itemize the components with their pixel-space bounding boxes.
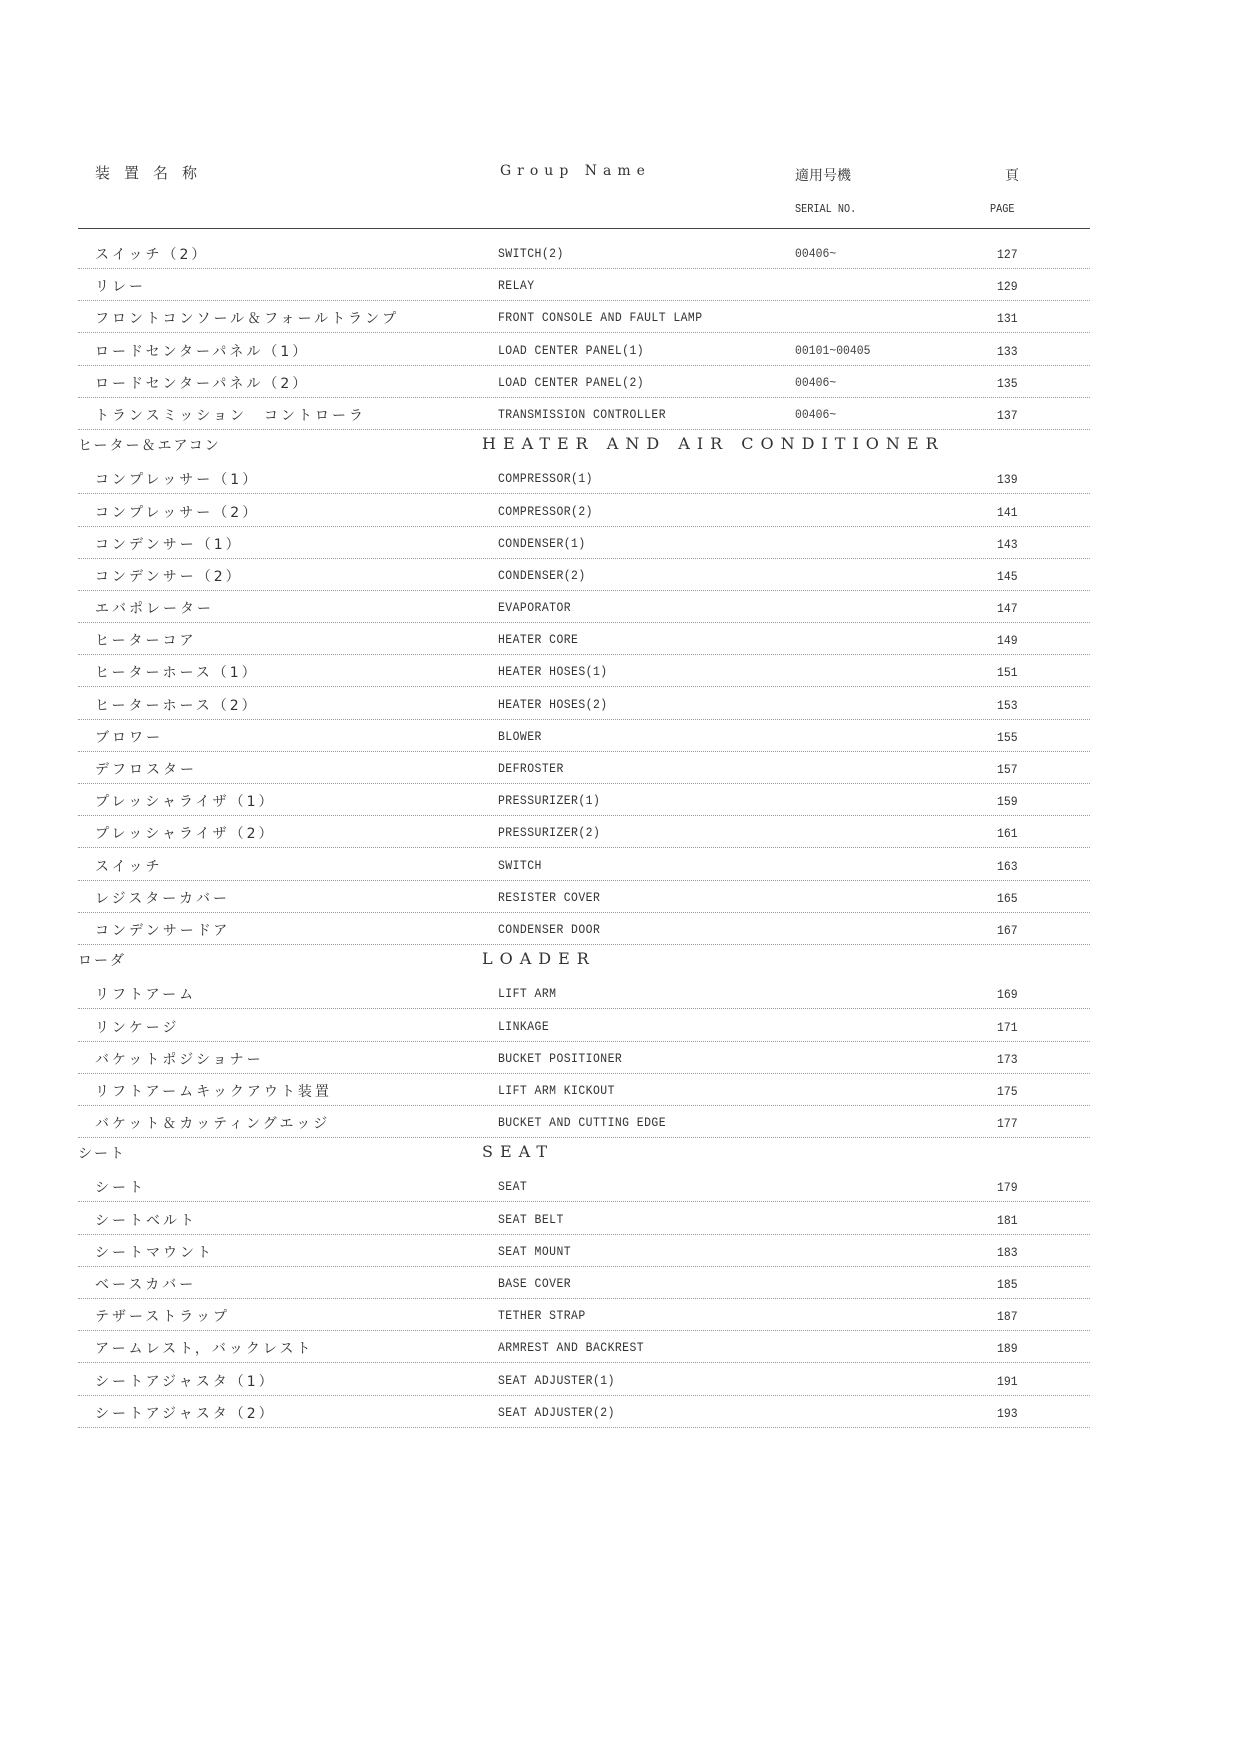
- section-name-en: SEAT: [482, 1142, 554, 1162]
- item-name-en: LOAD CENTER PANEL(2): [498, 374, 645, 390]
- item-name-jp: トランスミッション コントローラ: [95, 407, 367, 424]
- header-serial-en: SERIAL NO.: [795, 202, 857, 216]
- page-number: 147: [997, 601, 1018, 617]
- dotted-leader: [78, 944, 1090, 945]
- table-row: [0, 367, 1240, 399]
- dotted-leader: [78, 397, 1090, 398]
- dotted-leader: [78, 847, 1090, 848]
- dotted-leader: [78, 1427, 1090, 1428]
- section-header: [0, 1139, 1240, 1171]
- dotted-leader: [78, 815, 1090, 816]
- dotted-leader: [78, 300, 1090, 301]
- table-row: [0, 1332, 1240, 1364]
- dotted-leader: [78, 719, 1090, 720]
- item-name-jp: スイッチ（2）: [95, 247, 209, 263]
- item-name-en: FRONT CONSOLE AND FAULT LAMP: [498, 310, 703, 326]
- table-row: [0, 1268, 1240, 1300]
- table-row: [0, 302, 1240, 334]
- page-number: 189: [997, 1341, 1018, 1357]
- header-page-jp: 頁: [1005, 168, 1019, 184]
- item-name-jp: シートアジャスタ（1）: [95, 1373, 276, 1390]
- table-row: [0, 496, 1240, 528]
- table-row: [0, 1236, 1240, 1268]
- item-name-en: COMPRESSOR(1): [498, 471, 593, 487]
- item-name-jp: リンケージ: [95, 1019, 180, 1036]
- index-table: [0, 238, 1240, 1429]
- item-name-jp: ヒーターホース（1）: [95, 665, 259, 682]
- dotted-leader: [78, 686, 1090, 687]
- item-name-jp: リフトアーム: [95, 987, 197, 1004]
- item-name-jp: ヒーターホース（2）: [95, 697, 259, 714]
- table-row: [0, 656, 1240, 688]
- dotted-leader: [78, 1395, 1090, 1396]
- dotted-leader: [78, 493, 1090, 494]
- item-name-en: SEAT: [498, 1179, 528, 1195]
- dotted-leader: [78, 268, 1090, 269]
- item-name-en: PRESSURIZER(2): [498, 825, 601, 841]
- table-row: [0, 1397, 1240, 1429]
- table-row: [0, 1011, 1240, 1043]
- section-name-en: HEATER AND AIR CONDITIONER: [482, 434, 945, 454]
- item-name-en: TRANSMISSION CONTROLLER: [498, 406, 667, 422]
- item-name-jp: バケットポジショナー: [95, 1051, 264, 1068]
- section-header: [0, 946, 1240, 978]
- item-name-en: HEATER HOSES(2): [498, 696, 608, 712]
- dotted-leader: [78, 365, 1090, 366]
- table-row: [0, 882, 1240, 914]
- dotted-leader: [78, 1234, 1090, 1235]
- dotted-leader: [78, 1362, 1090, 1363]
- serial-number: 00406~: [795, 374, 837, 390]
- page-number: 137: [997, 407, 1018, 423]
- item-name-jp: コンデンサードア: [95, 922, 231, 939]
- page-number: 159: [997, 794, 1018, 810]
- page-number: 149: [997, 633, 1018, 649]
- table-row: [0, 817, 1240, 849]
- item-name-en: PRESSURIZER(1): [498, 793, 601, 809]
- item-name-jp: コンプレッサー（2）: [95, 504, 260, 521]
- item-name-en: CONDENSER(2): [498, 567, 586, 583]
- table-row: [0, 463, 1240, 495]
- dotted-leader: [78, 526, 1090, 527]
- section-name-jp: シート: [78, 1146, 126, 1163]
- page-number: 181: [997, 1212, 1018, 1228]
- item-name-jp: ロードセンターパネル（1）: [95, 343, 310, 360]
- page-number: 169: [997, 987, 1018, 1003]
- item-name-en: CONDENSER(1): [498, 535, 586, 551]
- item-name-jp: シートマウント: [95, 1244, 214, 1261]
- item-name-jp: プレッシャライザ（1）: [95, 794, 276, 811]
- item-name-jp: プレッシャライザ（2）: [95, 826, 276, 843]
- dotted-leader: [78, 1105, 1090, 1106]
- page-number: 167: [997, 922, 1018, 938]
- page-number: 165: [997, 890, 1018, 906]
- table-row: [0, 560, 1240, 592]
- item-name-jp: シート: [95, 1180, 146, 1197]
- item-name-en: ARMREST AND BACKREST: [498, 1340, 645, 1356]
- item-name-en: BLOWER: [498, 728, 542, 744]
- table-row: [0, 238, 1240, 270]
- item-name-en: HEATER HOSES(1): [498, 664, 608, 680]
- dotted-leader: [78, 912, 1090, 913]
- item-name-jp: ベースカバー: [95, 1277, 197, 1293]
- item-name-en: BUCKET POSITIONER: [498, 1050, 623, 1066]
- item-name-en: TETHER STRAP: [498, 1308, 586, 1324]
- item-name-jp: エバポレーター: [95, 601, 214, 618]
- dotted-leader: [78, 1330, 1090, 1331]
- table-row: [0, 528, 1240, 560]
- page-number: 129: [997, 279, 1018, 295]
- table-row: [0, 1171, 1240, 1203]
- page-number: 141: [997, 504, 1018, 520]
- serial-number: 00406~: [795, 406, 837, 422]
- table-row: [0, 1075, 1240, 1107]
- item-name-en: COMPRESSOR(2): [498, 503, 593, 519]
- header-group-name: Group Name: [500, 163, 651, 179]
- item-name-jp: コンデンサー（2）: [95, 568, 243, 585]
- table-row: [0, 1300, 1240, 1332]
- table-row: [0, 1365, 1240, 1397]
- item-name-en: SWITCH: [498, 857, 542, 873]
- item-name-jp: ヒーターコア: [95, 633, 197, 650]
- table-row: [0, 753, 1240, 785]
- item-name-en: RESISTER COVER: [498, 889, 601, 905]
- page-number: 157: [997, 762, 1018, 777]
- item-name-en: SEAT MOUNT: [498, 1243, 572, 1259]
- header-page-en: PAGE: [990, 202, 1015, 216]
- dotted-leader: [78, 1073, 1090, 1074]
- dotted-leader: [78, 1298, 1090, 1299]
- serial-number: 00406~: [795, 246, 837, 261]
- dotted-leader: [78, 1041, 1090, 1042]
- item-name-en: CONDENSER DOOR: [498, 921, 601, 937]
- item-name-en: SEAT ADJUSTER(2): [498, 1404, 615, 1420]
- page-number: 163: [997, 858, 1018, 874]
- section-header: [0, 431, 1240, 463]
- dotted-leader: [78, 1137, 1090, 1138]
- item-name-en: SEAT BELT: [498, 1211, 564, 1227]
- page-number: 145: [997, 568, 1018, 584]
- page-number: 175: [997, 1083, 1018, 1099]
- item-name-jp: ロードセンターパネル（2）: [95, 375, 310, 392]
- page-number: 133: [997, 343, 1018, 359]
- page-number: 135: [997, 375, 1018, 391]
- table-row: [0, 785, 1240, 817]
- section-name-jp: ヒーター＆エアコン: [78, 438, 221, 455]
- item-name-en: LIFT ARM KICKOUT: [498, 1082, 615, 1098]
- section-name-en: LOADER: [482, 949, 596, 969]
- page-number: 179: [997, 1180, 1018, 1196]
- page-number: 139: [997, 472, 1018, 488]
- item-name-en: BASE COVER: [498, 1276, 572, 1291]
- page-number: 187: [997, 1309, 1018, 1325]
- item-name-jp: コンデンサー（1）: [95, 536, 243, 553]
- dotted-leader: [78, 654, 1090, 655]
- item-name-en: DEFROSTER: [498, 761, 564, 776]
- table-row: [0, 1204, 1240, 1236]
- table-row: [0, 850, 1240, 882]
- item-name-jp: リレー: [95, 279, 146, 296]
- dotted-leader: [78, 1201, 1090, 1202]
- dotted-leader: [78, 751, 1090, 752]
- page-number: 153: [997, 697, 1018, 713]
- item-name-en: EVAPORATOR: [498, 600, 572, 616]
- dotted-leader: [78, 880, 1090, 881]
- item-name-en: SWITCH(2): [498, 246, 564, 261]
- item-name-jp: フロントコンソール＆フォールトランプ: [95, 311, 400, 328]
- page-number: 173: [997, 1051, 1018, 1067]
- page-number: 161: [997, 826, 1018, 842]
- table-row: [0, 270, 1240, 302]
- page-number: 177: [997, 1116, 1018, 1132]
- item-name-jp: コンプレッサー（1）: [95, 472, 260, 489]
- page-number: 193: [997, 1405, 1018, 1421]
- page-number: 171: [997, 1019, 1018, 1035]
- page-number: 185: [997, 1277, 1018, 1292]
- table-row: [0, 399, 1240, 431]
- header-divider: [78, 228, 1090, 229]
- dotted-leader: [78, 622, 1090, 623]
- item-name-en: RELAY: [498, 278, 535, 294]
- item-name-en: LINKAGE: [498, 1018, 550, 1034]
- table-row: [0, 1107, 1240, 1139]
- page-number: 191: [997, 1373, 1018, 1389]
- dotted-leader: [78, 783, 1090, 784]
- dotted-leader: [78, 590, 1090, 591]
- item-name-jp: スイッチ: [95, 858, 163, 875]
- item-name-jp: アームレスト，バックレスト: [95, 1341, 314, 1358]
- header-serial-jp: 適用号機: [795, 168, 851, 184]
- page-number: 131: [997, 311, 1018, 327]
- item-name-jp: バケット＆カッティングエッジ: [95, 1116, 331, 1133]
- header-jp-name: 装置名称: [95, 164, 212, 182]
- table-row: [0, 592, 1240, 624]
- item-name-jp: シートベルト: [95, 1212, 197, 1229]
- dotted-leader: [78, 332, 1090, 333]
- table-row: [0, 721, 1240, 753]
- dotted-leader: [78, 1266, 1090, 1267]
- item-name-en: LOAD CENTER PANEL(1): [498, 342, 645, 358]
- page-number: 127: [997, 247, 1018, 262]
- table-row: [0, 624, 1240, 656]
- item-name-jp: デフロスター: [95, 762, 197, 778]
- section-name-jp: ローダ: [78, 953, 126, 970]
- page-number: 155: [997, 729, 1018, 745]
- item-name-jp: リフトアームキックアウト装置: [95, 1083, 332, 1100]
- item-name-jp: レジスターカバー: [95, 890, 230, 907]
- table-row: [0, 335, 1240, 367]
- item-name-en: LIFT ARM: [498, 986, 557, 1002]
- table-row: [0, 914, 1240, 946]
- item-name-jp: シートアジャスタ（2）: [95, 1405, 276, 1422]
- item-name-jp: テザーストラップ: [95, 1309, 231, 1326]
- serial-number: 00101~00405: [795, 342, 871, 358]
- dotted-leader: [78, 429, 1090, 430]
- table-row: [0, 978, 1240, 1010]
- dotted-leader: [78, 1008, 1090, 1009]
- dotted-leader: [78, 558, 1090, 559]
- table-row: [0, 1043, 1240, 1075]
- item-name-en: BUCKET AND CUTTING EDGE: [498, 1115, 667, 1131]
- item-name-jp: ブロワー: [95, 729, 163, 746]
- page-number: 151: [997, 665, 1018, 681]
- page-number: 143: [997, 536, 1018, 552]
- table-row: [0, 689, 1240, 721]
- item-name-en: SEAT ADJUSTER(1): [498, 1372, 615, 1388]
- item-name-en: HEATER CORE: [498, 632, 579, 648]
- page-number: 183: [997, 1244, 1018, 1260]
